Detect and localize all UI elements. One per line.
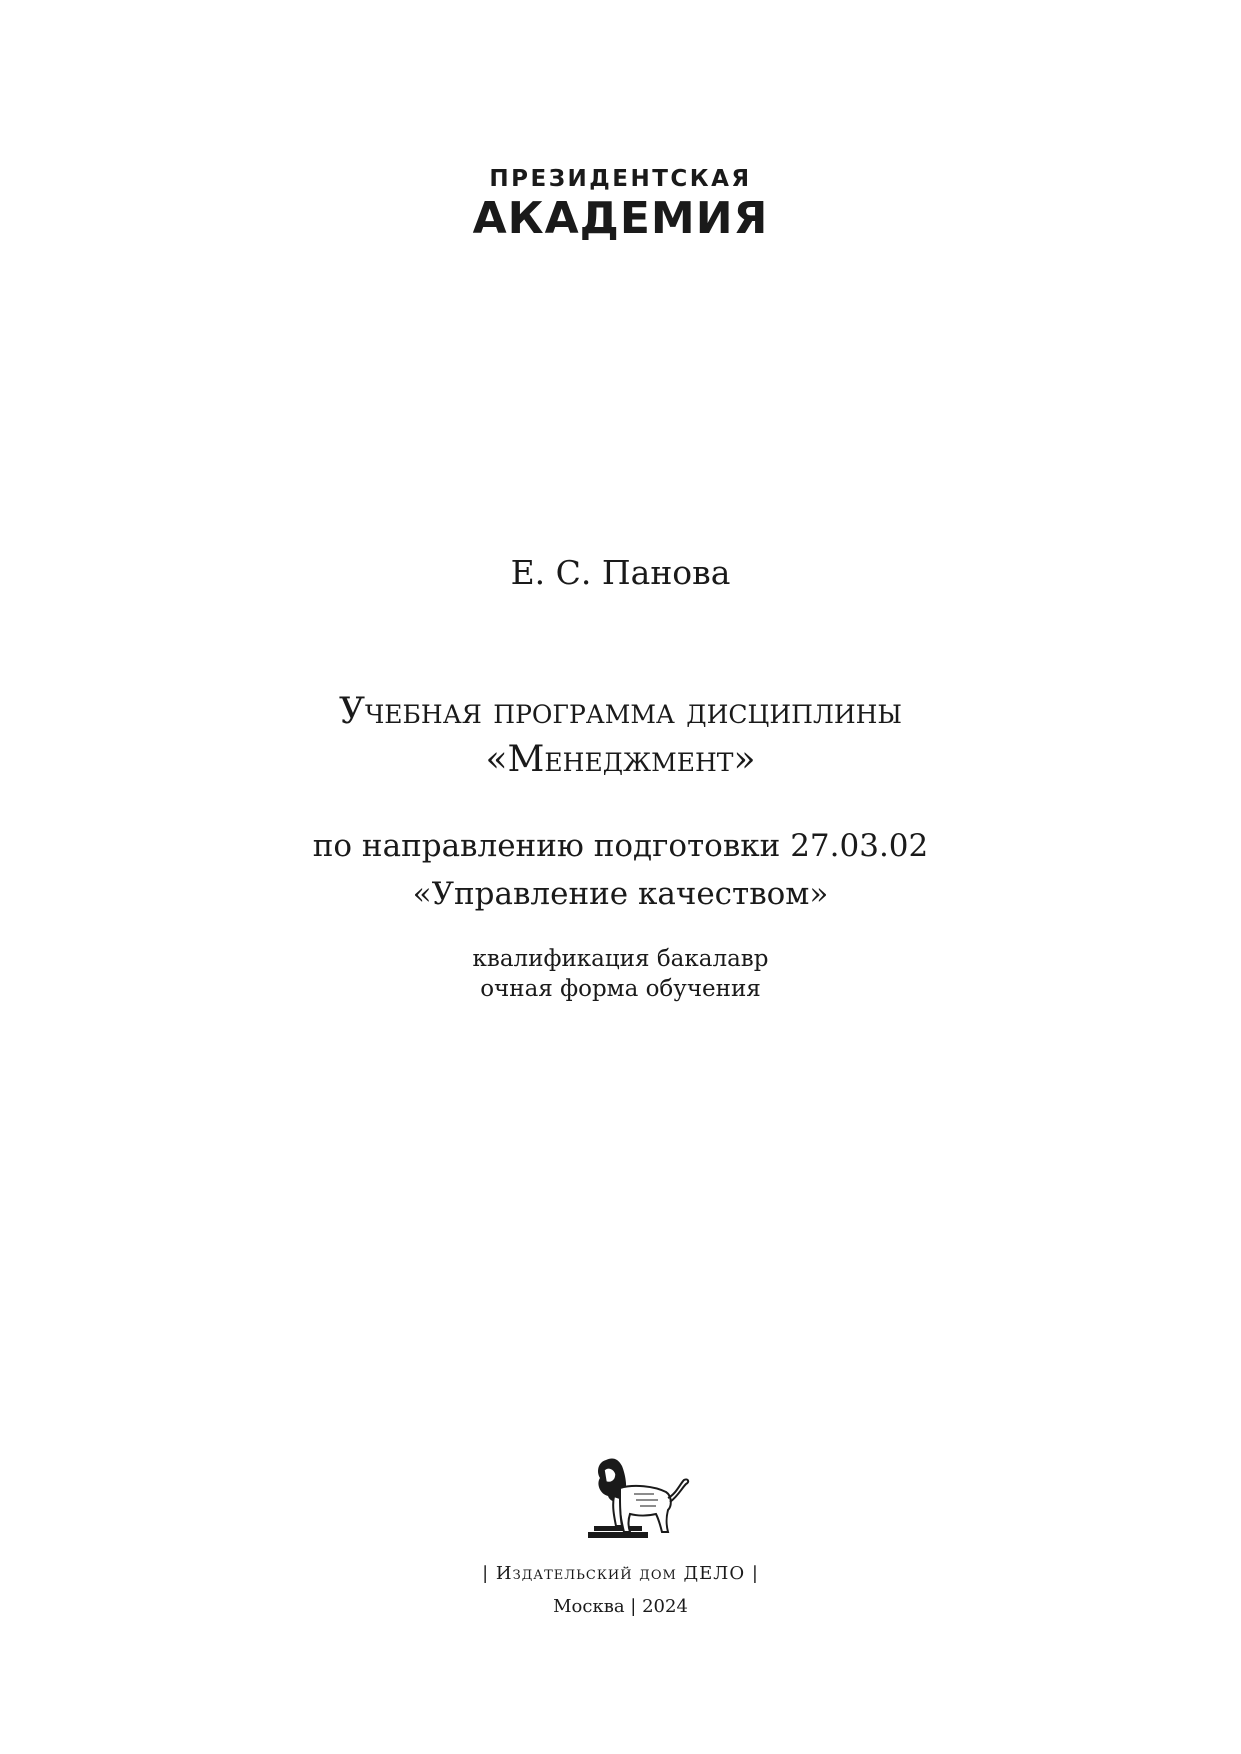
direction-line-2: «Управление качеством» (412, 876, 829, 912)
lion-body (620, 1486, 671, 1532)
lion-icon (584, 1440, 694, 1550)
study-direction (0, 822, 1241, 918)
city-year: Москва | 2024 (553, 1596, 688, 1617)
pedestal-shape (588, 1532, 648, 1538)
qualification-block (0, 944, 1241, 1004)
direction-line-1: по направлению подготовки 27.03.02 (312, 828, 929, 864)
logo-line-2: АКАДЕМИЯ (472, 193, 769, 244)
study-form-line: очная форма обучения (480, 976, 761, 1002)
qualification-line: квалификация бакалавр (472, 946, 769, 972)
logo-line-1: ПРЕЗИДЕНТСКАЯ (489, 166, 752, 192)
publisher-left-bar: | (482, 1563, 490, 1584)
title-line-2: «Менеджмент» (485, 739, 756, 780)
publisher-right-bar: | (751, 1563, 759, 1584)
publisher-name: Издательский дом ДЕЛО (495, 1563, 746, 1584)
publisher-line (0, 1563, 1241, 1584)
author-name: Е. С. Панова (510, 553, 731, 592)
academy-logo (0, 166, 1241, 244)
title-line-1: Учебная программа дисциплины (338, 691, 903, 732)
document-title (0, 688, 1241, 784)
